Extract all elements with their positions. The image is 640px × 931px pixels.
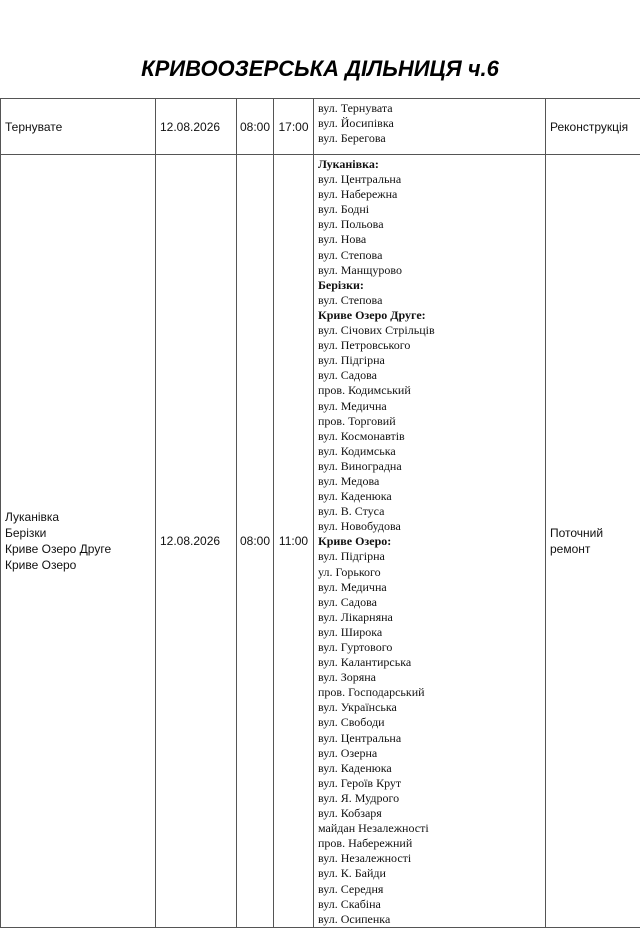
street-name: вул. Садова [318,594,377,609]
street-name: пров. Господарський [318,685,425,700]
reason-cell: Поточний ремонт [546,155,640,928]
street-name: вул. Підгірна [318,549,385,564]
street-name: вул. Берегова [318,131,386,146]
street-name: вул. Манщурово [318,262,402,277]
outage-schedule-table [0,98,640,928]
street-name: вул. Кобзаря [318,806,382,821]
date-cell: 12.08.2026 [156,99,237,155]
location-name: Криве Озеро Друге [5,541,112,556]
street-name: вул. Незалежності [318,851,412,866]
street-name: вул. Підгірна [318,353,385,368]
street-name: вул. Я. Мудрого [318,790,400,805]
locations-cell [1,155,156,928]
street-name: пров. Набережний [318,836,413,851]
street-name: вул. Степова [318,247,383,262]
settlement-heading: Луканівка: [318,157,379,171]
street-name: вул. Степова [318,292,383,307]
street-name: вул. Медова [318,473,380,488]
location-name: Берізки [5,525,47,540]
street-name: вул. Медична [318,579,387,594]
street-name: вул. Тернувата [318,101,393,115]
street-name: вул. Центральна [318,730,402,745]
street-name: вул. Зоряна [318,670,376,685]
street-name: вул. Новобудова [318,519,401,534]
locations-cell [1,99,156,155]
street-name: вул. В. Стуса [318,504,385,519]
street-name: ул. Горького [318,564,381,579]
street-name: вул. Садова [318,368,377,383]
street-name: вул. Героїв Крут [318,775,402,790]
street-name: вул. Свободи [318,715,385,730]
street-name: вул. Калантирська [318,655,412,670]
street-name: вул. К. Байди [318,866,386,881]
settlement-heading: Криве Озеро: [318,534,392,549]
street-name: майдан Незалежності [318,821,429,836]
page-title: КРИВООЗЕРСЬКА ДІЛЬНИЦЯ ч.6 [141,56,499,81]
street-name: вул. Озерна [318,745,378,760]
streets-cell [314,99,546,155]
street-name: вул. Осипенка [318,911,391,926]
street-name: пров. Кодимський [318,383,411,398]
street-name: вул. Гуртового [318,640,393,654]
street-name: вул. Січових Стрільців [318,323,435,338]
street-name: вул. Центральна [318,172,402,187]
street-name: вул. Космонавтів [318,428,405,443]
start-time-cell: 08:00 [237,155,274,928]
settlement-heading: Берізки: [318,277,364,292]
street-name: вул. Лікарняна [318,609,393,624]
street-name: вул. Виноградна [318,458,402,473]
street-name: вул. Каденюка [318,760,392,775]
street-name: вул. Середня [318,881,384,896]
street-name: вул. Набережна [318,187,398,202]
street-name: вул. Йосипівка [318,116,394,131]
street-name: вул. Каденюка [318,489,392,504]
streets-cell [314,155,546,928]
street-name: вул. Польова [318,217,384,232]
table-row [1,155,640,928]
street-name: вул. Скабіна [318,896,381,911]
date-cell: 12.08.2026 [156,155,237,928]
end-time-cell: 11:00 [274,155,314,928]
location-name: Тернувате [5,119,63,134]
street-name: вул. Бодні [318,202,370,217]
reason-cell: Реконструкція [546,99,640,155]
location-name: Криве Озеро [5,557,77,572]
street-name: вул. Петровського [318,338,411,353]
location-name: Луканівка [5,509,60,524]
street-name: пров. Торговий [318,413,396,428]
end-time-cell: 17:00 [274,99,314,155]
table-row [1,99,640,155]
street-name: вул. Нова [318,232,367,247]
street-name: вул. Українська [318,700,397,715]
settlement-heading: Криве Озеро Друге: [318,307,426,322]
street-name: вул. Медична [318,398,387,413]
street-name: вул. Широка [318,624,383,639]
street-name: вул. Кодимська [318,443,396,458]
start-time-cell: 08:00 [237,99,274,155]
